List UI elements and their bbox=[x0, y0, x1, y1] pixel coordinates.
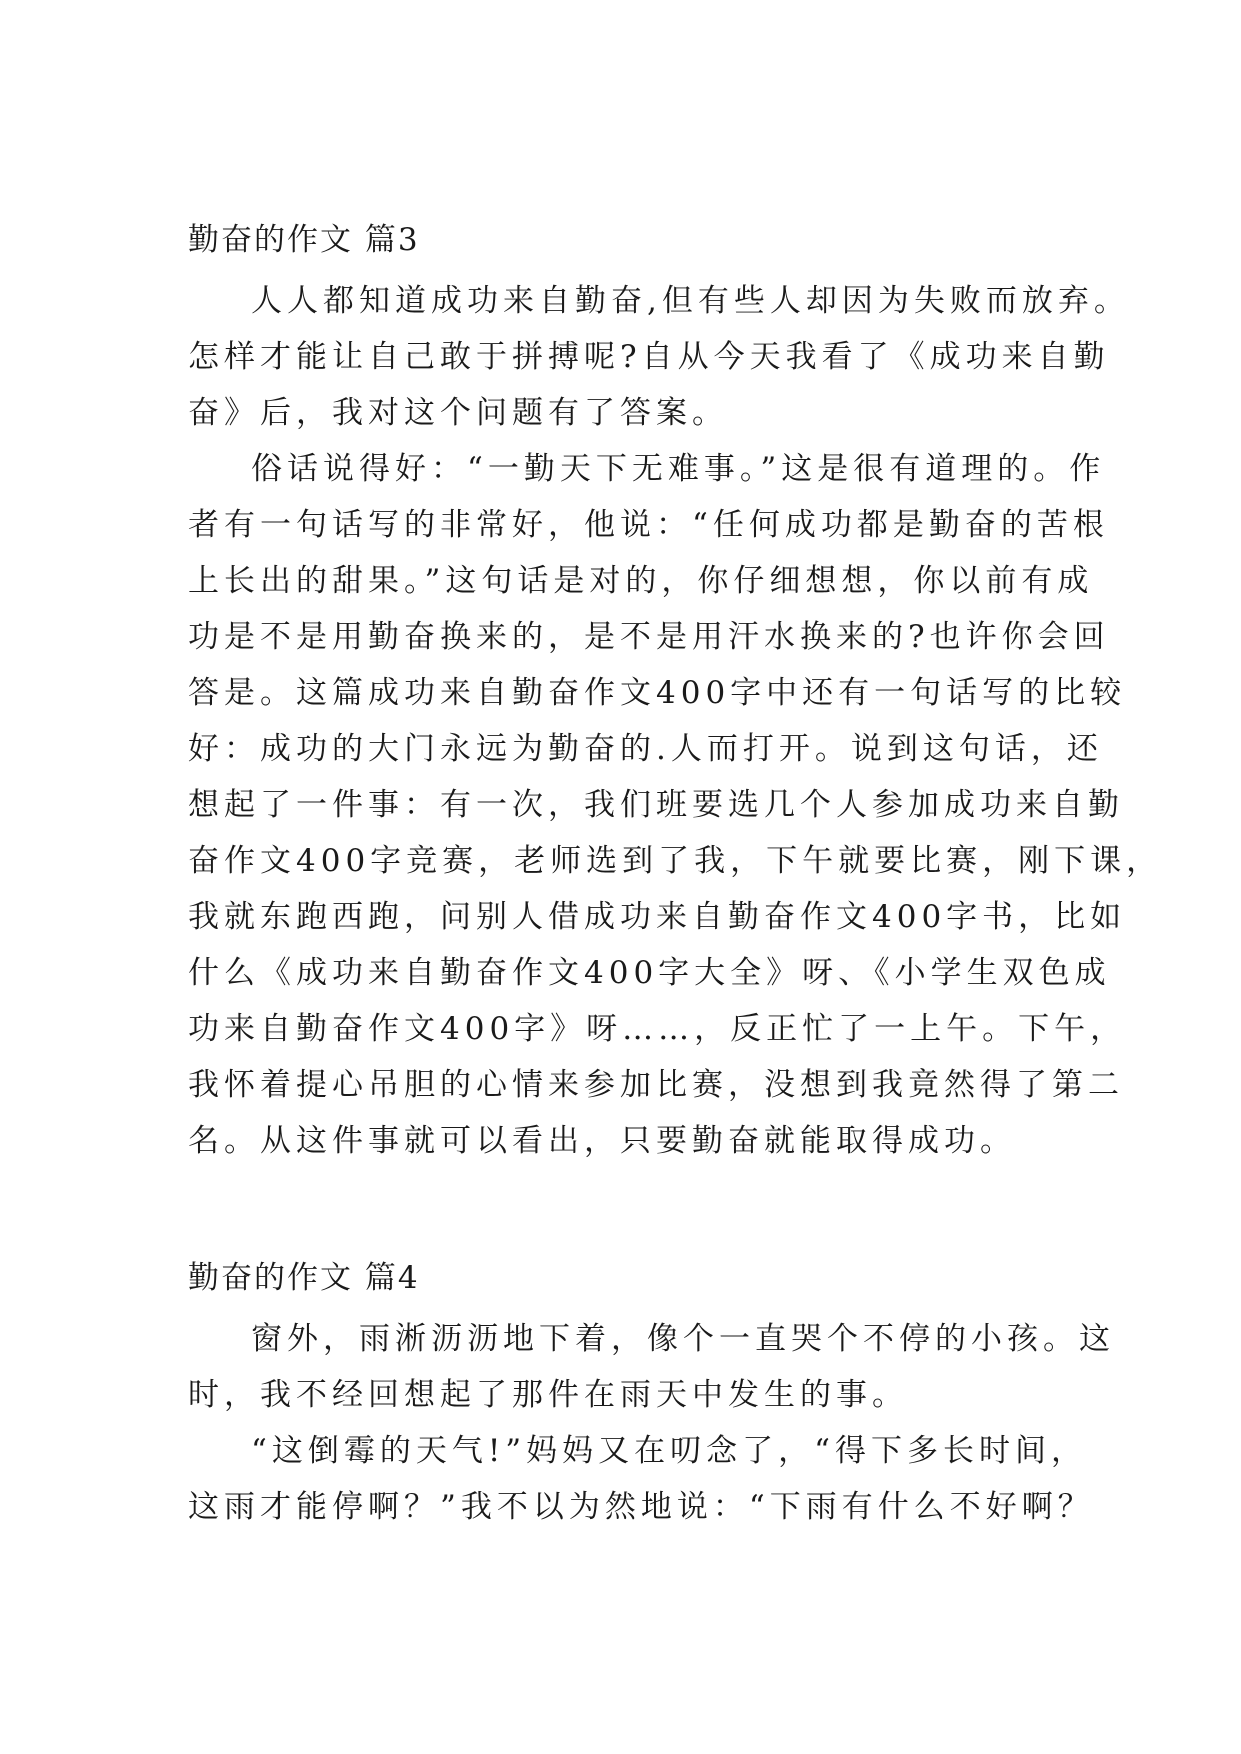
section3-heading: 勤奋的作文 篇3 bbox=[188, 222, 420, 258]
section3-paragraph2-line8: 奋作文400字竞赛，老师选到了我，下午就要比赛，刚下课， bbox=[188, 843, 1163, 879]
section3-paragraph2-line12: 我怀着提心吊胆的心情来参加比赛，没想到我竟然得了第二 bbox=[188, 1067, 1124, 1103]
section3-paragraph2-line13: 名。从这件事就可以看出，只要勤奋就能取得成功。 bbox=[188, 1123, 1016, 1159]
section3-paragraph2-line4: 功是不是用勤奋换来的，是不是用汗水换来的?也许你会回 bbox=[188, 619, 1110, 655]
section3-paragraph2-line9: 我就东跑西跑，问别人借成功来自勤奋作文400字书，比如 bbox=[188, 899, 1127, 935]
section4-paragraph2-line2: 这雨才能停啊？”我不以为然地说：“下雨有什么不好啊？ bbox=[188, 1489, 1094, 1525]
section4-paragraph1-line2: 时，我不经回想起了那件在雨天中发生的事。 bbox=[188, 1377, 908, 1413]
section3-paragraph2-line11: 功来自勤奋作文400字》呀……，反正忙了一上午。下午， bbox=[188, 1011, 1127, 1047]
section3-paragraph1-line3: 奋》后，我对这个问题有了答案。 bbox=[188, 395, 728, 431]
section3-paragraph2-line7: 想起了一件事：有一次，我们班要选几个人参加成功来自勤 bbox=[188, 787, 1124, 823]
section3-paragraph1-line1: 人人都知道成功来自勤奋,但有些人却因为失败而放弃。 bbox=[251, 283, 1130, 319]
section4-heading: 勤奋的作文 篇4 bbox=[188, 1260, 420, 1296]
section3-paragraph2-line10: 什么《成功来自勤奋作文400字大全》呀、《小学生双色成 bbox=[188, 955, 1111, 991]
section3-paragraph1-line2: 怎样才能让自己敢于拼搏呢?自从今天我看了《成功来自勤 bbox=[188, 339, 1110, 375]
section3-paragraph2-line1: 俗话说得好：“一勤天下无难事。”这是很有道理的。作 bbox=[251, 451, 1106, 487]
section4-paragraph1-line1: 窗外，雨淅沥沥地下着，像个一直哭个不停的小孩。这 bbox=[251, 1321, 1115, 1357]
section3-paragraph2-line6: 好：成功的大门永远为勤奋的.人而打开。说到这句话，还 bbox=[188, 731, 1103, 767]
section4-paragraph2-line1: “这倒霉的天气!”妈妈又在叨念了，“得下多长时间， bbox=[251, 1433, 1087, 1469]
section3-paragraph2-line2: 者有一句话写的非常好，他说：“任何成功都是勤奋的苦根 bbox=[188, 507, 1109, 543]
section3-paragraph2-line3: 上长出的甜果。”这句话是对的，你仔细想想，你以前有成 bbox=[188, 563, 1094, 599]
section3-paragraph2-line5: 答是。这篇成功来自勤奋作文400字中还有一句话写的比较 bbox=[188, 675, 1127, 711]
